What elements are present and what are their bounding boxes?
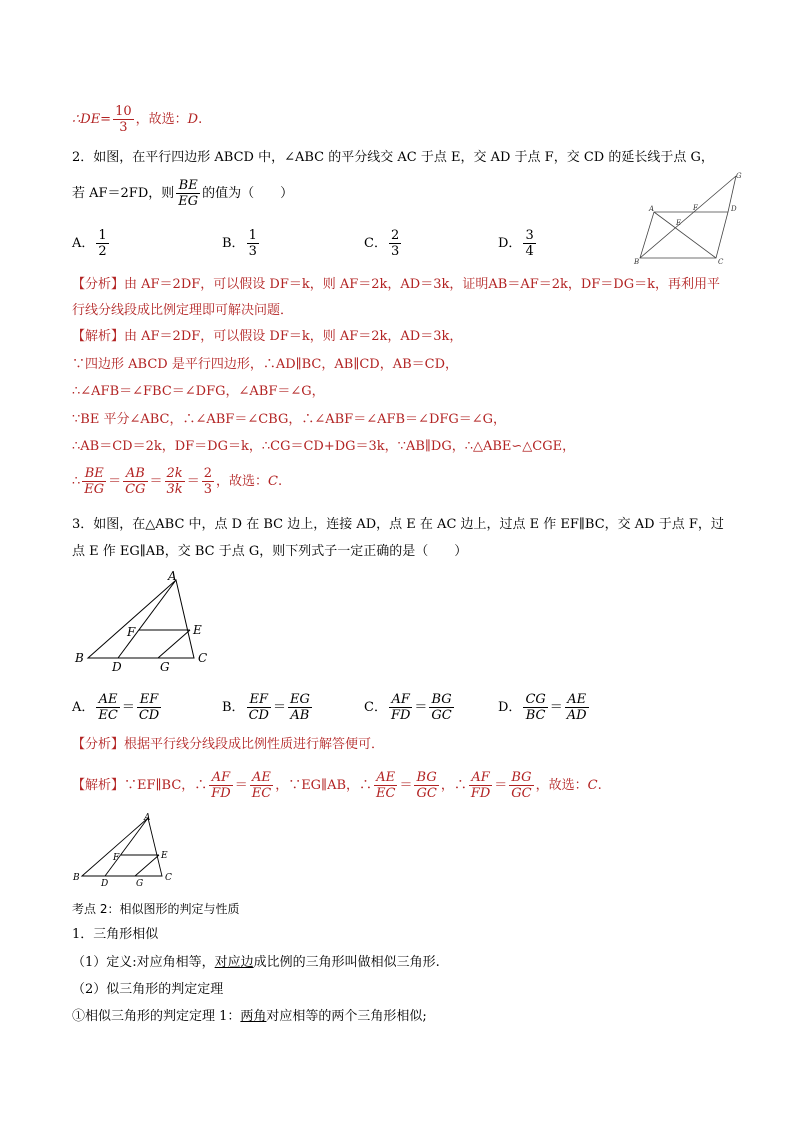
q2-sol6-f4-num: 2 xyxy=(203,466,212,481)
q2-sol6-frac3 xyxy=(165,466,185,497)
q3-solution-figure xyxy=(70,812,185,888)
q3-sol-f2-num: AE xyxy=(250,770,273,786)
q2-analysis-line1 xyxy=(72,276,720,294)
q2-option-b-num: 1 xyxy=(248,228,257,243)
q2-solution-line2: ∵四边形 ABCD 是平行四边形，∴AD∥BC，AB∥CD，AB＝CD， xyxy=(72,357,459,372)
q3-option-b-rfrac xyxy=(288,692,312,723)
q3-sol-fig-label-c: C xyxy=(165,873,172,883)
q3-figure-triangle xyxy=(70,570,220,675)
q2-sol6-f2-num: AB xyxy=(123,466,147,482)
q2-option-c[interactable] xyxy=(364,228,403,259)
q3-fig-label-b: B xyxy=(75,651,84,665)
q3-option-c-lden: FD xyxy=(390,708,411,723)
q2-option-a-label: A． xyxy=(72,236,95,251)
kp-thm-post: 对应相等的两个三角形相似; xyxy=(266,1009,427,1024)
q3-option-c-lfrac xyxy=(389,692,412,723)
q2-sol6-eq2: ＝ xyxy=(149,474,163,489)
q3-option-a-lnum: AE xyxy=(96,692,119,708)
q3-option-c-label: C． xyxy=(364,700,387,715)
q2-solution-line4: ∵BE 平分∠ABC，∴∠ABF＝∠CBG，∴∠ABF＝∠AFB＝∠DFG＝∠G， xyxy=(72,412,507,427)
q3-solution-line xyxy=(72,770,602,801)
q3-sol-f6-den: GC xyxy=(511,786,532,801)
q3-fig-label-e: E xyxy=(193,623,202,637)
q2-fig-label-b: B xyxy=(634,258,640,264)
q3-option-c-rfrac xyxy=(429,692,453,723)
q3-sol-line-eg xyxy=(135,855,159,876)
q3-option-b-lfrac xyxy=(247,692,271,723)
q3-fig-label-g: G xyxy=(160,660,170,674)
q3-option-b-rnum: EG xyxy=(289,692,310,707)
q3-triangle-abc xyxy=(88,580,194,658)
q2-option-a[interactable] xyxy=(72,228,111,259)
q2-option-d-frac xyxy=(523,228,535,259)
q2-option-c-den: 3 xyxy=(390,244,400,259)
q3-sol-f4-num: BG xyxy=(414,770,438,786)
kp-title: 考点 2：相似图形的判定与性质 xyxy=(72,902,240,916)
q3-sol-fig-label-b: B xyxy=(73,873,80,883)
q2-solution-line6 xyxy=(72,466,282,497)
q3-sol-eq2: ＝ xyxy=(399,778,413,793)
q3-option-a[interactable] xyxy=(72,692,163,723)
q2-option-d-den: 4 xyxy=(525,244,534,259)
q3-stem-line1: 3．如图，在△ABC 中，点 D 在 BC 边上，连接 AD，点 E 在 AC 边上，过点 E 作 EF∥BC，交 AD 于点 F，过 xyxy=(72,517,724,532)
q3-option-b[interactable] xyxy=(222,692,314,723)
q2-solution-text1: 由 AF＝2DF，可以假设 DF＝k，则 AF＝2k，AD＝3k， xyxy=(124,329,463,344)
q2-line-bg xyxy=(640,176,736,258)
q2-option-b-frac xyxy=(247,228,259,259)
q1-answer-mid: ，故选： xyxy=(135,112,188,127)
q2-solution-line3: ∴∠AFB＝∠FBC＝∠DFG，∠ABF＝∠G， xyxy=(72,384,325,399)
kp-def-post: 成比例的三角形叫做相似三角形. xyxy=(253,955,440,970)
q1-answer-choice: D xyxy=(187,112,199,127)
q2-fig-label-f: F xyxy=(693,204,698,212)
q2-sol6-f1-num: BE xyxy=(82,466,106,482)
q2-analysis-line2: 行线分线段成比例定理即可解决问题． xyxy=(72,303,294,318)
q2-sol6-eq1: ＝ xyxy=(108,474,122,489)
q3-solution-end: . xyxy=(597,778,602,793)
q2-sol6-answer: C xyxy=(268,474,278,489)
q3-sol-f3-den: EC xyxy=(376,786,396,801)
q3-option-d-lden: BC xyxy=(525,708,546,723)
q2-stem-fraction xyxy=(176,178,200,209)
q3-sol-triangle-abc xyxy=(82,818,162,876)
q3-option-b-lnum: EF xyxy=(247,692,271,708)
kp-def-underlined: 对应边 xyxy=(214,955,254,970)
kp-sub1: 1．三角形相似 xyxy=(72,927,159,942)
q3-option-d-lnum: CG xyxy=(525,692,546,707)
q3-option-d-rnum: AE xyxy=(565,692,589,708)
q3-sol-f5-num: AF xyxy=(469,770,492,786)
q3-sol-eq3: ＝ xyxy=(494,778,508,793)
q2-sol6-mid: ，故选： xyxy=(215,474,268,489)
q3-option-d-rden: AD xyxy=(566,708,587,723)
q2-option-b[interactable] xyxy=(222,228,261,259)
q3-solution-tag: 【解析】 xyxy=(72,778,125,793)
q3-sol-fig-label-e: E xyxy=(161,851,168,861)
q3-sol-fig-label-d: D xyxy=(101,879,109,888)
q3-option-c-rden: GC xyxy=(431,708,452,723)
q2-sol6-f2-den: CG xyxy=(125,482,146,497)
q2-line-ac xyxy=(654,212,716,258)
q2-option-c-label: C． xyxy=(364,236,387,251)
q1-fraction xyxy=(113,104,134,135)
q3-analysis-tag: 【分析】 xyxy=(72,737,125,752)
q2-option-b-label: B． xyxy=(222,236,245,251)
q3-sol-f2-den: EC xyxy=(251,786,272,801)
q2-option-c-frac xyxy=(389,228,401,259)
q2-fig-label-g: G xyxy=(736,172,742,180)
q2-sol6-frac1 xyxy=(82,466,106,497)
q2-option-c-num: 2 xyxy=(390,228,400,243)
q3-sol-frac6 xyxy=(509,770,533,801)
q2-stem-frac-num: BE xyxy=(176,178,200,194)
q2-option-d[interactable] xyxy=(498,228,538,259)
q3-option-d[interactable] xyxy=(498,692,591,723)
q3-fig-label-f: F xyxy=(127,625,136,639)
q1-answer-line xyxy=(72,104,202,135)
q3-sol-f1-den: FD xyxy=(211,786,231,801)
q3-option-b-lden: CD xyxy=(248,708,269,723)
q3-option-d-eq: ＝ xyxy=(549,700,563,715)
q1-answer-end: . xyxy=(198,112,203,127)
q3-option-a-rfrac xyxy=(137,692,161,723)
q2-option-d-num: 3 xyxy=(525,228,534,243)
q3-sol-eq1: ＝ xyxy=(234,778,248,793)
q2-option-a-num: 1 xyxy=(98,228,107,243)
q3-sol-frac3 xyxy=(374,770,397,801)
q3-option-a-lfrac xyxy=(96,692,119,723)
q2-sol6-f3-den: 3k xyxy=(166,482,183,497)
q3-solution-mid3: ，故选： xyxy=(535,778,588,793)
q3-option-d-rfrac xyxy=(565,692,589,723)
q3-stem-line2: 点 E 作 EG∥AB，交 BC 于点 G，则下列式子一定正确的是（ ） xyxy=(72,544,468,559)
q3-option-a-label: A． xyxy=(72,700,95,715)
q1-fraction-den: 3 xyxy=(119,120,128,135)
q3-option-c[interactable] xyxy=(364,692,456,723)
q3-sol-f3-num: AE xyxy=(374,770,397,786)
q2-stem-post: 的值为（ ） xyxy=(202,186,294,201)
q1-fraction-num: 10 xyxy=(115,104,132,119)
q2-parallelogram-shape xyxy=(640,212,728,258)
kp-thm-underlined: 两角 xyxy=(240,1009,267,1024)
q2-stem-frac-den: EG xyxy=(178,194,199,209)
q3-option-b-eq: ＝ xyxy=(272,700,286,715)
q2-fig-label-d: D xyxy=(731,205,737,213)
kp-theorem1 xyxy=(72,1008,427,1026)
q3-sol-fig-label-g: G xyxy=(136,879,144,888)
q3-sol-frac1 xyxy=(209,770,232,801)
q3-sol-f5-den: FD xyxy=(470,786,491,801)
q3-option-a-rnum: EF xyxy=(137,692,161,708)
q3-sol-fig-label-a: A xyxy=(144,813,151,823)
q2-fig-label-e: E xyxy=(676,219,682,227)
kp-def-pre: （1）定义:对应角相等， xyxy=(72,955,215,970)
q3-sol-frac5 xyxy=(469,770,492,801)
q3-sol-line-ad xyxy=(105,818,148,876)
q2-fig-label-a: A xyxy=(649,205,655,213)
q2-analysis-text1: 由 AF＝2DF，可以假设 DF＝k，则 AF＝2k，AD＝3k，证明AB＝AF＝2k，DF＝DG＝k，再利用平 xyxy=(124,277,720,292)
q3-line-ad xyxy=(118,580,176,658)
kp-thm-pre: ①相似三角形的判定定理 1： xyxy=(72,1009,241,1024)
q3-solution-mid2: ，∴ xyxy=(440,778,467,793)
q3-option-a-rden: CD xyxy=(138,708,160,723)
q2-sol6-end: . xyxy=(277,474,283,489)
kp-sub2: （2）似三角形的判定定理 xyxy=(72,982,224,997)
q3-option-a-eq: ＝ xyxy=(121,700,135,715)
q2-solution-line5: ∴AB＝CD＝2k，DF＝DG＝k，∴CG＝CD+DG＝3k，∵AB∥DG，∴△ABE∽△CGE， xyxy=(72,439,576,454)
q3-option-b-rden: AB xyxy=(290,708,310,723)
q3-option-d-label: D． xyxy=(498,700,522,715)
q3-analysis-line xyxy=(72,736,384,754)
q2-sol6-f4-den: 3 xyxy=(203,482,212,497)
q2-fig-label-c: C xyxy=(718,258,724,264)
q2-sol6-frac4 xyxy=(202,466,214,497)
q3-sol-f1-num: AF xyxy=(209,770,232,786)
q3-sol-fig-label-f: F xyxy=(113,853,120,863)
q3-sol-frac4 xyxy=(414,770,438,801)
q3-analysis-text: 根据平行线分线段成比例性质进行解答便可． xyxy=(124,737,385,752)
q2-stem-line2 xyxy=(72,178,293,209)
q2-option-a-den: 2 xyxy=(98,244,107,259)
q3-line-eg xyxy=(158,630,190,658)
q3-fig-label-a: A xyxy=(168,570,177,583)
q3-fig-label-c: C xyxy=(198,651,208,665)
q3-sol-f4-den: GC xyxy=(416,786,437,801)
q3-option-c-rnum: BG xyxy=(429,692,453,708)
q2-sol6-frac2 xyxy=(123,466,147,497)
q2-stem-line1: 2．如图，在平行四边形 ABCD 中，∠ABC 的平分线交 AC 于点 E，交 AD 于点 F，交 CD 的延长线于点 G， xyxy=(72,150,714,165)
q2-analysis-tag: 【分析】 xyxy=(72,277,125,292)
q2-solution-line1 xyxy=(72,328,462,346)
q3-sol-frac2 xyxy=(250,770,273,801)
q3-option-d-lfrac xyxy=(523,692,547,723)
q2-option-b-den: 3 xyxy=(248,244,257,259)
q2-sol6-f3-num: 2k xyxy=(166,466,183,481)
q1-answer-prefix: ∴DE= xyxy=(72,112,112,127)
q2-stem-pre: 若 AF＝2FD，则 xyxy=(72,186,175,201)
q2-sol6-f1-den: EG xyxy=(84,482,105,497)
kp-definition xyxy=(72,954,440,972)
q2-solution-tag: 【解析】 xyxy=(72,329,125,344)
q2-sol6-eq3: ＝ xyxy=(186,474,200,489)
q3-option-a-lden: EC xyxy=(98,708,118,723)
q3-fig-label-d: D xyxy=(112,660,122,674)
q2-figure-parallelogram xyxy=(630,168,750,264)
q3-option-c-lnum: AF xyxy=(389,692,412,708)
q3-solution-pre: ∵EF∥BC，∴ xyxy=(124,778,208,793)
q3-solution-mid1: ，∵EG∥AB，∴ xyxy=(275,778,373,793)
q2-option-d-label: D． xyxy=(498,236,522,251)
q3-option-c-eq: ＝ xyxy=(414,700,428,715)
q3-sol-f6-num: BG xyxy=(509,770,533,786)
q3-option-b-label: B． xyxy=(222,700,245,715)
q2-option-a-frac xyxy=(96,228,108,259)
q2-sol6-pre: ∴ xyxy=(72,474,81,489)
q3-solution-answer: C xyxy=(587,778,598,793)
